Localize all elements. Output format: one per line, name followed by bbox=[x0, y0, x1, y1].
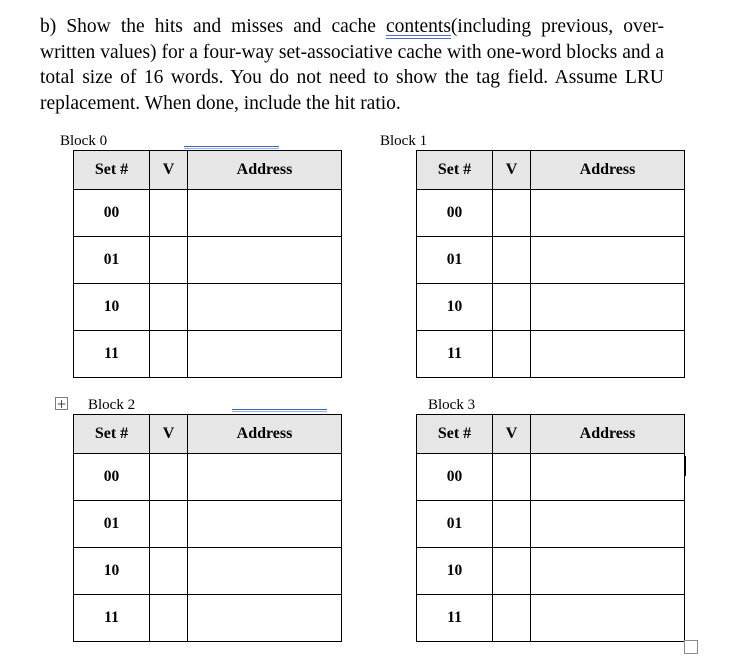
table-row bbox=[417, 501, 685, 548]
set-cell: 01 bbox=[417, 237, 493, 284]
header-address: Address bbox=[188, 415, 342, 454]
set-cell: 10 bbox=[74, 284, 150, 331]
table-header-row bbox=[74, 151, 342, 190]
table-row bbox=[74, 454, 342, 501]
table-row bbox=[417, 595, 685, 642]
address-cell[interactable] bbox=[531, 501, 685, 548]
block-3-label: Block 3 bbox=[428, 397, 476, 413]
table-header-row bbox=[417, 415, 685, 454]
header-v: V bbox=[493, 415, 531, 454]
address-cell[interactable] bbox=[188, 548, 342, 595]
set-cell: 01 bbox=[74, 237, 150, 284]
header-address: Address bbox=[531, 415, 685, 454]
valid-cell[interactable] bbox=[150, 548, 188, 595]
table-row bbox=[417, 548, 685, 595]
table-row bbox=[417, 454, 685, 501]
question-prompt bbox=[40, 14, 664, 116]
table-row bbox=[417, 237, 685, 284]
valid-cell[interactable] bbox=[150, 331, 188, 378]
block-0-label: Block 0 bbox=[60, 133, 108, 149]
address-cell[interactable] bbox=[531, 237, 685, 284]
header-address: Address bbox=[531, 151, 685, 190]
set-cell: 01 bbox=[74, 501, 150, 548]
table-resize-handle-icon[interactable] bbox=[684, 640, 698, 654]
table-row bbox=[74, 190, 342, 237]
address-cell[interactable] bbox=[188, 454, 342, 501]
valid-cell[interactable] bbox=[150, 284, 188, 331]
address-cell[interactable] bbox=[531, 190, 685, 237]
table-row bbox=[74, 501, 342, 548]
header-set: Set # bbox=[74, 415, 150, 454]
address-cell[interactable] bbox=[531, 284, 685, 331]
valid-cell[interactable] bbox=[150, 237, 188, 284]
set-cell: 00 bbox=[74, 454, 150, 501]
table-row bbox=[417, 331, 685, 378]
header-set: Set # bbox=[74, 151, 150, 190]
prompt-prefix: b) Show the hits and misses and cache bbox=[40, 16, 386, 37]
header-v: V bbox=[493, 151, 531, 190]
set-cell: 11 bbox=[74, 331, 150, 378]
set-cell: 10 bbox=[417, 284, 493, 331]
set-cell: 10 bbox=[417, 548, 493, 595]
header-v: V bbox=[150, 415, 188, 454]
valid-cell[interactable] bbox=[150, 190, 188, 237]
set-cell: 11 bbox=[417, 331, 493, 378]
address-cell[interactable] bbox=[531, 454, 685, 501]
prompt-underlined-word: contents bbox=[385, 16, 451, 37]
valid-cell[interactable] bbox=[493, 548, 531, 595]
valid-cell[interactable] bbox=[493, 454, 531, 501]
valid-cell[interactable] bbox=[150, 454, 188, 501]
table-row bbox=[417, 284, 685, 331]
table-header-row bbox=[74, 415, 342, 454]
grammar-underline bbox=[184, 146, 279, 149]
valid-cell[interactable] bbox=[493, 237, 531, 284]
set-cell: 11 bbox=[74, 595, 150, 642]
table-row bbox=[74, 284, 342, 331]
address-cell[interactable] bbox=[188, 331, 342, 378]
table-row bbox=[74, 595, 342, 642]
table-row bbox=[74, 548, 342, 595]
block-1-label: Block 1 bbox=[380, 133, 428, 149]
valid-cell[interactable] bbox=[493, 284, 531, 331]
header-set: Set # bbox=[417, 415, 493, 454]
table-row bbox=[74, 237, 342, 284]
valid-cell[interactable] bbox=[493, 501, 531, 548]
set-cell: 00 bbox=[74, 190, 150, 237]
table-move-handle-icon[interactable]: + bbox=[56, 397, 67, 411]
address-cell[interactable] bbox=[531, 595, 685, 642]
address-cell[interactable] bbox=[188, 501, 342, 548]
block-0-table bbox=[73, 150, 342, 378]
set-cell: 00 bbox=[417, 454, 493, 501]
address-cell[interactable] bbox=[188, 237, 342, 284]
table-header-row bbox=[417, 151, 685, 190]
set-cell: 10 bbox=[74, 548, 150, 595]
table-row bbox=[74, 331, 342, 378]
address-cell[interactable] bbox=[531, 331, 685, 378]
valid-cell[interactable] bbox=[150, 595, 188, 642]
valid-cell[interactable] bbox=[493, 595, 531, 642]
address-cell[interactable] bbox=[188, 595, 342, 642]
block-2-table bbox=[73, 414, 342, 642]
address-cell[interactable] bbox=[531, 548, 685, 595]
header-set: Set # bbox=[417, 151, 493, 190]
set-cell: 00 bbox=[417, 190, 493, 237]
text-cursor bbox=[685, 456, 686, 476]
set-cell: 01 bbox=[417, 501, 493, 548]
header-v: V bbox=[150, 151, 188, 190]
valid-cell[interactable] bbox=[493, 190, 531, 237]
set-cell: 11 bbox=[417, 595, 493, 642]
header-address: Address bbox=[188, 151, 342, 190]
block-3-table bbox=[416, 414, 685, 642]
valid-cell[interactable] bbox=[150, 501, 188, 548]
address-cell[interactable] bbox=[188, 284, 342, 331]
valid-cell[interactable] bbox=[493, 331, 531, 378]
grammar-underline bbox=[232, 409, 327, 412]
table-row bbox=[417, 190, 685, 237]
block-1-table bbox=[416, 150, 685, 378]
prompt-suffix: (including previous, over-written values) for a four-way set-associative cache with one-word blocks and a total size of 16 words. You do not need to show the tag field. Assume LRU replacement. When done, include the hit ratio. bbox=[40, 16, 664, 114]
address-cell[interactable] bbox=[188, 190, 342, 237]
block-2-label: Block 2 bbox=[88, 397, 136, 413]
